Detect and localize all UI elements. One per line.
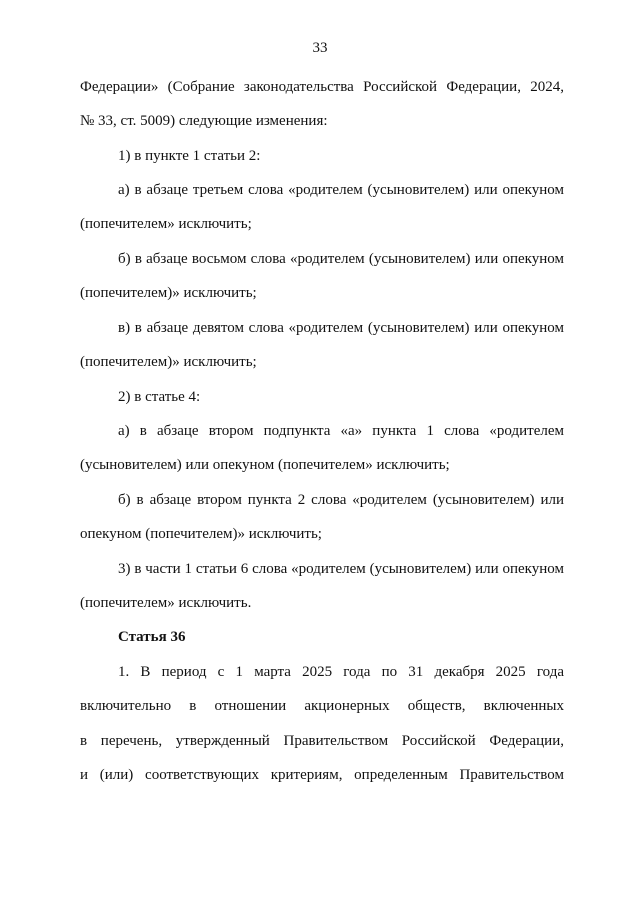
text-line: в перечень, утвержденный Правительством Российской Федерации, xyxy=(80,733,564,749)
text-line: 1. В период с 1 марта 2025 года по 31 декабря 2025 года xyxy=(118,664,564,680)
text-line: (попечителем)» исключить; xyxy=(80,354,257,370)
text-line: Федерации» (Собрание законодательства Российской Федерации, 2024, xyxy=(80,79,564,95)
text-line: № 33, ст. 5009) следующие изменения: xyxy=(80,113,328,129)
article-heading: Статья 36 xyxy=(118,629,186,645)
list-item-heading: 1) в пункте 1 статьи 2: xyxy=(118,148,261,164)
list-item-heading: 2) в статье 4: xyxy=(118,389,201,405)
text-line: б) в абзаце восьмом слова «родителем (усыновителем) или опекуном xyxy=(118,251,564,267)
text-line: (усыновителем) или опекуном (попечителем» исключить; xyxy=(80,457,450,473)
text-line: опекуном (попечителем)» исключить; xyxy=(80,526,322,542)
text-line: (попечителем» исключить. xyxy=(80,595,252,611)
text-line: в) в абзаце девятом слова «родителем (усыновителем) или опекуном xyxy=(118,320,564,336)
text-line: а) в абзаце втором подпункта «а» пункта 1 слова «родителем xyxy=(118,423,564,439)
text-line: (попечителем)» исключить; xyxy=(80,285,257,301)
page-number: 33 xyxy=(312,40,328,56)
text-line: включительно в отношении акционерных обществ, включенных xyxy=(80,698,564,714)
text-line: а) в абзаце третьем слова «родителем (усыновителем) или опекуном xyxy=(118,182,564,198)
text-line: и (или) соответствующих критериям, определенным Правительством xyxy=(80,767,564,783)
text-line: б) в абзаце втором пункта 2 слова «родителем (усыновителем) или xyxy=(118,492,564,508)
text-line: (попечителем» исключить; xyxy=(80,216,252,232)
text-line: 3) в части 1 статьи 6 слова «родителем (усыновителем) или опекуном xyxy=(118,561,564,577)
